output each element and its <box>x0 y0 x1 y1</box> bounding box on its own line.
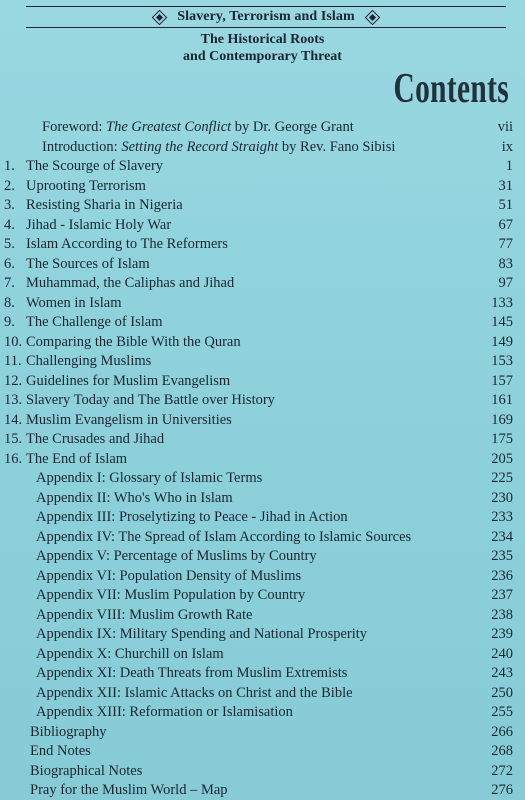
appendix-entry <box>0 605 525 625</box>
entry-page-number: 237 <box>491 587 513 603</box>
back-matter-entry <box>0 741 525 761</box>
chapter-number: 1. <box>4 158 15 174</box>
entry-page-number: 51 <box>498 197 513 213</box>
chapter-entry <box>0 254 525 274</box>
chapter-number: 9. <box>4 314 15 330</box>
entry-title: Bibliography <box>30 724 107 740</box>
chapter-entry <box>0 215 525 235</box>
entry-page-number: 276 <box>491 782 513 798</box>
entry-page-number: 153 <box>491 353 513 369</box>
appendix-entry <box>0 527 525 547</box>
chapter-number: 14. <box>4 412 23 428</box>
entry-page-number: 161 <box>491 392 513 408</box>
entry-page-number: 149 <box>491 334 513 350</box>
entry-italic-title: Setting the Record Straight <box>121 139 279 155</box>
chapter-entry <box>0 195 525 215</box>
entry-italic-title: The Greatest Conflict <box>106 119 232 135</box>
entry-title: Guidelines for Muslim Evangelism <box>26 373 231 389</box>
chapter-number: 15. <box>4 431 23 447</box>
entry-page-number: 145 <box>491 314 513 330</box>
entry-page-number: 243 <box>491 665 513 681</box>
chapter-number: 8. <box>4 295 15 311</box>
chapter-number: 5. <box>4 236 15 252</box>
chapter-entry <box>0 176 525 196</box>
entry-title: Appendix VII: Muslim Population by Country <box>36 587 306 603</box>
chapter-number: 16. <box>4 451 23 467</box>
entry-title: Appendix V: Percentage of Muslims by Country <box>36 548 317 564</box>
entry-page-number: 235 <box>491 548 513 564</box>
entry-page-number: 239 <box>491 626 513 642</box>
chapter-number: 6. <box>4 256 15 272</box>
chapter-entry <box>0 293 525 313</box>
entry-title: Muhammad, the Caliphas and Jihad <box>26 275 235 291</box>
entry-title: Foreword: The Greatest Conflict by Dr. George Grant <box>42 119 354 135</box>
chapter-entry <box>0 429 525 449</box>
chapter-entry <box>0 449 525 469</box>
chapter-entry <box>0 351 525 371</box>
entry-page-number: 133 <box>491 295 513 311</box>
chapter-number: 3. <box>4 197 15 213</box>
entry-page-number: 77 <box>498 236 513 252</box>
chapter-entry <box>0 273 525 293</box>
appendix-entry <box>0 624 525 644</box>
entry-title: Appendix XIII: Reformation or Islamisation <box>36 704 293 720</box>
entry-title: Appendix IX: Military Spending and National Prosperity <box>36 626 368 642</box>
chapter-number: 12. <box>4 373 23 389</box>
entry-title: Biographical Notes <box>30 763 143 779</box>
chapter-number: 4. <box>4 217 15 233</box>
entry-page-number: 97 <box>498 275 513 291</box>
back-matter-entry <box>0 780 525 800</box>
entry-title: Appendix IV: The Spread of Islam According to Islamic Sources <box>36 529 412 545</box>
entry-page-number: 31 <box>498 178 513 194</box>
entry-title: Slavery Today and The Battle over History <box>26 392 275 408</box>
entry-title: Islam According to The Reformers <box>26 236 228 252</box>
chapter-number: 13. <box>4 392 23 408</box>
contents-heading: Contents <box>393 66 509 112</box>
entry-title: Pray for the Muslim World – Map <box>30 782 228 798</box>
entry-title: Appendix VIII: Muslim Growth Rate <box>36 607 253 623</box>
entry-title: Appendix VI: Population Density of Muslims <box>36 568 302 584</box>
entry-page-number: 83 <box>498 256 513 272</box>
chapter-entry <box>0 156 525 176</box>
entry-page-number: 266 <box>491 724 513 740</box>
entry-title: Appendix III: Proselytizing to Peace - Jihad in Action <box>36 509 348 525</box>
front-matter-entry <box>0 137 525 157</box>
entry-title: Appendix X: Churchill on Islam <box>36 646 224 662</box>
back-matter-entry <box>0 722 525 742</box>
entry-title: Challenging Muslims <box>26 353 152 369</box>
back-matter-entry <box>0 761 525 781</box>
chapter-number: 7. <box>4 275 15 291</box>
chapter-number: 11. <box>4 353 22 369</box>
subtitle-line-1: The Historical Roots <box>200 32 325 47</box>
entry-title: Jihad - Islamic Holy War <box>26 217 172 233</box>
entry-page-number: 272 <box>491 763 513 779</box>
chapter-entry <box>0 312 525 332</box>
chapter-entry <box>0 390 525 410</box>
appendix-entry <box>0 566 525 586</box>
appendix-entry <box>0 585 525 605</box>
entry-page-number: 240 <box>491 646 513 662</box>
entry-title: The End of Islam <box>26 451 128 467</box>
entry-title: Appendix XI: Death Threats from Muslim Extremists <box>36 665 348 681</box>
entry-page-number: 225 <box>491 470 513 486</box>
appendix-entry <box>0 644 525 664</box>
entry-page-number: 157 <box>491 373 513 389</box>
chapter-number: 10. <box>4 334 23 350</box>
entry-page-number: 67 <box>498 217 513 233</box>
entry-page-number: 250 <box>491 685 513 701</box>
entry-page-number: 234 <box>491 529 513 545</box>
entry-page-number: ix <box>501 139 513 155</box>
entry-page-number: 169 <box>491 412 513 428</box>
entry-title: Introduction: Setting the Record Straight by Rev. Fano Sibisi <box>42 139 396 155</box>
entry-page-number: 205 <box>491 451 513 467</box>
entry-page-number: 238 <box>491 607 513 623</box>
subtitle-line-2: and Contemporary Threat <box>183 49 342 64</box>
entry-title: Appendix XII: Islamic Attacks on Christ and the Bible <box>36 685 353 701</box>
entry-title: Appendix I: Glossary of Islamic Terms <box>36 470 263 486</box>
appendix-entry <box>0 488 525 508</box>
chapter-entry <box>0 410 525 430</box>
entry-title: The Crusades and Jihad <box>26 431 165 447</box>
entry-title: The Challenge of Islam <box>26 314 163 330</box>
entry-title: The Scourge of Slavery <box>26 158 164 174</box>
entry-page-number: 1 <box>505 158 513 174</box>
chapter-entry <box>0 332 525 352</box>
appendix-entry <box>0 683 525 703</box>
entry-title: Comparing the Bible With the Quran <box>26 334 241 350</box>
book-title: Slavery, Terrorism and Islam <box>177 9 355 24</box>
chapter-number: 2. <box>4 178 15 194</box>
entry-title: Uprooting Terrorism <box>26 178 146 194</box>
entry-title: Women in Islam <box>26 295 122 311</box>
entry-title: Appendix II: Who's Who in Islam <box>36 490 233 506</box>
entry-page-number: vii <box>497 119 513 135</box>
entry-page-number: 233 <box>491 509 513 525</box>
entry-title: Muslim Evangelism in Universities <box>26 412 232 428</box>
entry-page-number: 236 <box>491 568 513 584</box>
chapter-entry <box>0 371 525 391</box>
entry-title: Resisting Sharia in Nigeria <box>26 197 183 213</box>
appendix-entry <box>0 507 525 527</box>
front-matter-entry <box>0 117 525 137</box>
entry-page-number: 255 <box>491 704 513 720</box>
appendix-entry <box>0 702 525 722</box>
entry-title: The Sources of Islam <box>26 256 150 272</box>
entry-title: End Notes <box>30 743 91 759</box>
appendix-entry <box>0 468 525 488</box>
entry-page-number: 268 <box>491 743 513 759</box>
appendix-entry <box>0 663 525 683</box>
entry-page-number: 230 <box>491 490 513 506</box>
entry-page-number: 175 <box>491 431 513 447</box>
chapter-entry <box>0 234 525 254</box>
appendix-entry <box>0 546 525 566</box>
